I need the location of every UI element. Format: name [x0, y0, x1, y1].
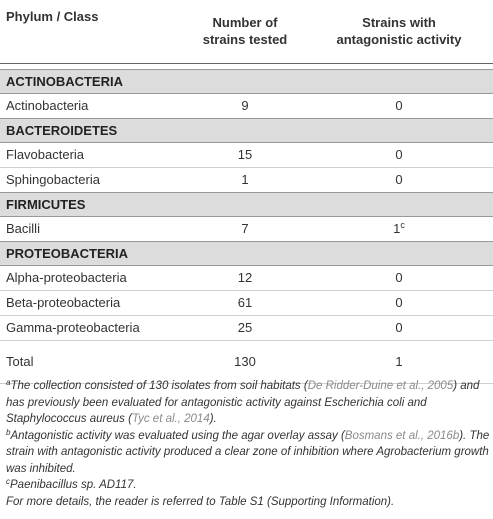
tested-cell: 61 [185, 290, 305, 315]
tested-cell: 7 [185, 216, 305, 241]
group-row-actinobacteria [0, 69, 493, 93]
group-label: PROTEOBACTERIA [0, 241, 493, 265]
activity-cell: 0 [305, 93, 493, 118]
tested-cell: 1 [185, 167, 305, 192]
tested-cell: 15 [185, 142, 305, 167]
tested-cell: 9 [185, 93, 305, 118]
table-header-row [0, 0, 493, 63]
header-strains-tested-line2: strains tested [202, 32, 288, 48]
footnote-mark-c: c [400, 220, 405, 230]
class-cell: Gamma-proteobacteria [0, 315, 185, 340]
class-cell: Beta-proteobacteria [0, 290, 185, 315]
header-antagonistic-line2: antagonistic activity [336, 32, 462, 48]
group-row-firmicutes [0, 192, 493, 216]
footnote-a-text3: ). [209, 413, 217, 425]
citation-link[interactable]: Bosmans et al., 2016b [344, 429, 460, 442]
footnote-b-text2: ). The strain with antagonistic activity produced a clear zone of inhibition where Agrobacterium growth was inhibited. [6, 429, 490, 475]
table-row [0, 290, 493, 315]
class-cell: Actinobacteria [0, 93, 185, 118]
footnote-a-mark: a [6, 378, 11, 387]
footnote-b-text1: Antagonistic activity was evaluated using the agar overlay assay ( [10, 429, 345, 442]
class-cell: Sphingobacteria [0, 167, 185, 192]
footnote-c [6, 477, 490, 494]
header-strains-tested [185, 0, 305, 63]
tested-cell: 12 [185, 265, 305, 290]
footnote-a-text1: The collection consisted of 130 isolates from soil habitats ( [10, 380, 308, 392]
activity-cell: 0 [305, 265, 493, 290]
footnote-a [6, 378, 490, 428]
table-row [0, 265, 493, 290]
activity-cell: 0 [305, 315, 493, 340]
header-antagonistic-line1: Strains with [362, 15, 436, 31]
class-cell: Flavobacteria [0, 142, 185, 167]
activity-value: 1 [393, 221, 401, 236]
table-row [0, 315, 493, 340]
footnote-c-text: Paenibacillus sp. AD117. [10, 479, 137, 491]
group-label: BACTEROIDETES [0, 118, 493, 142]
activity-cell: 0 [305, 142, 493, 167]
group-label: ACTINOBACTERIA [0, 69, 493, 93]
group-label: FIRMICUTES [0, 192, 493, 216]
class-cell: Bacilli [0, 216, 185, 241]
footnote-more-details: For more details, the reader is referred to Table S1 (Supporting Information). [6, 495, 395, 508]
footnote-b [6, 428, 490, 478]
header-strains-tested-line1: Number of [212, 15, 278, 31]
total-label: Total [0, 340, 185, 383]
activity-cell [305, 216, 493, 241]
total-row [0, 340, 493, 383]
citation-link[interactable]: De Ridder-Duine et al., 2005 [307, 380, 454, 392]
footnote-b-mark: b [6, 427, 11, 437]
total-tested: 130 [185, 340, 305, 383]
table-row [0, 216, 493, 241]
header-phylum-class: Phylum / Class [6, 9, 99, 24]
tested-cell: 25 [185, 315, 305, 340]
header-antagonistic-activity [305, 0, 493, 63]
group-row-proteobacteria [0, 241, 493, 265]
footnote-a-text2: ) and has previously been evaluated for antagonistic activity against Escherichia coli and Staphylococcus aureus ( [6, 380, 480, 425]
table-row [0, 142, 493, 167]
table-row [0, 93, 493, 118]
class-cell: Alpha-proteobacteria [0, 265, 185, 290]
group-row-bacteroidetes [0, 118, 493, 142]
total-activity: 1 [305, 340, 493, 383]
table-footnotes [6, 378, 490, 510]
activity-cell: 0 [305, 290, 493, 315]
table-row [0, 167, 493, 192]
activity-cell: 0 [305, 167, 493, 192]
footnote-c-mark: c [6, 477, 10, 486]
citation-link[interactable]: Tyc et al., 2014 [131, 413, 210, 425]
